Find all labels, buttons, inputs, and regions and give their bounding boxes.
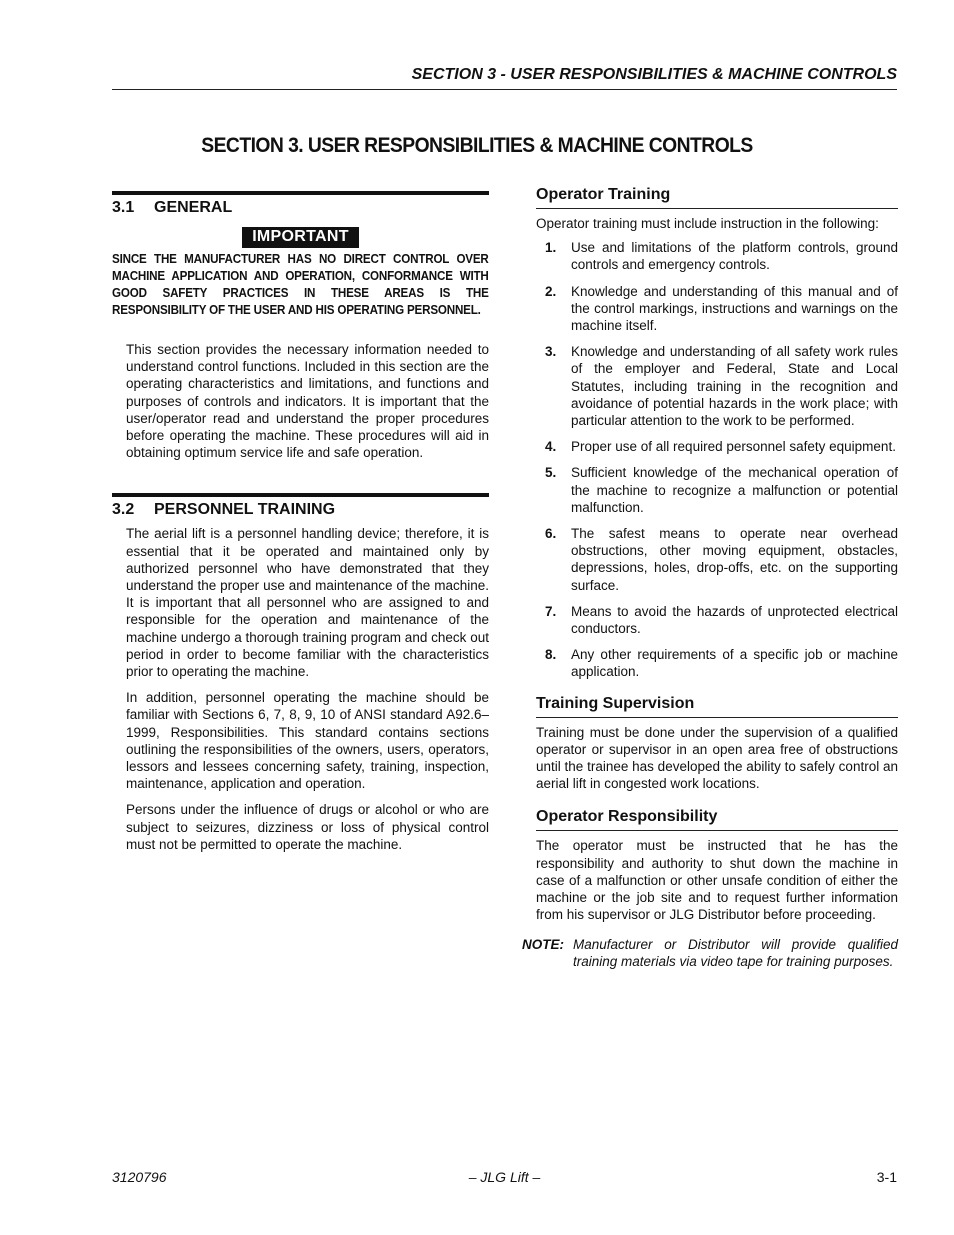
item-text: Means to avoid the hazards of unprotected electrical conductors.: [571, 603, 898, 637]
list-item: [536, 525, 898, 594]
list-item: [536, 603, 898, 637]
note: [522, 936, 898, 971]
operator-training-list: [536, 239, 898, 680]
item-number: 4.: [545, 439, 557, 455]
item-text: Knowledge and understanding of all safety work rules of the employer and Federal, State and Local Statutes, including training in the recognition and avoidance of potential hazards in the work place; with particular attention to the work to be performed.: [571, 344, 898, 429]
personnel-paragraph-1: The aerial lift is a personnel handling device; therefore, it is essential that it be operated and maintained only by authorized personnel who have demonstrated that they understand the proper use and maintenance of the machine. It is important that all personnel who are assigned to and responsible for the operation and maintenance of the machine undergo a thorough training program and check out period in order to become familiar with the characteristics prior to operating the machine.: [126, 526, 489, 680]
right-column: [522, 186, 898, 971]
item-number: 6.: [545, 526, 557, 542]
item-text: Sufficient knowledge of the mechanical operation of the machine to recognize a malfunction or potential malfunction.: [571, 465, 898, 515]
important-wrapper: [112, 227, 489, 248]
operator-training-heading: Operator Training: [536, 186, 898, 209]
item-text: Knowledge and understanding of this manual and of the control markings, instructions and warnings on the machine itself.: [571, 283, 898, 334]
list-item: [536, 239, 898, 273]
training-supervision-body: Training must be done under the supervision of a qualified operator or supervisor in an open area free of obstructions until the trainee has developed the ability to safely control an aerial lift in congested work locations.: [536, 724, 898, 792]
important-text: SINCE THE MANUFACTURER HAS NO DIRECT CONTROL OVER MACHINE APPLICATION AND OPERATION, CONFORMANCE WITH GOOD SAFETY PRACTICES IN THESE AREAS IS THE RESPONSIBILITY OF THE USER AND HIS OPERATING PERSONNEL.: [112, 252, 489, 317]
personnel-paragraph-3: Persons under the influence of drugs or alcohol or who are subject to seizures, dizziness or loss of physical control must not be permitted to operate the machine.: [126, 802, 489, 852]
list-item: [536, 464, 898, 516]
left-column: [112, 191, 489, 853]
item-number: 3.: [545, 344, 557, 360]
page-number: 3-1: [876, 1169, 897, 1185]
item-text: Proper use of all required personnel safety equipment.: [571, 439, 896, 455]
doc-number: 3120796: [112, 1169, 167, 1185]
item-number: 2.: [545, 283, 557, 299]
operator-responsibility-heading: Operator Responsibility: [536, 808, 898, 831]
list-item: [536, 343, 898, 429]
operator-responsibility-body: The operator must be instructed that he has the responsibility and authority to shut down the machine in case of a malfunction or other unsafe condition of either the machine or the job site and to request further information from his supervisor or JLG Distributor before proceeding.: [536, 838, 898, 923]
item-text: The safest means to operate near overhead obstructions, other moving equipment, obstacles, depressions, holes, drop-offs, etc. on the supporting surface.: [571, 526, 898, 593]
list-item: [536, 438, 898, 455]
note-text: Manufacturer or Distributor will provide qualified training materials via video tape for training purposes.: [573, 936, 898, 970]
footer-center: – JLG Lift –: [468, 1169, 541, 1185]
section-title: SECTION 3. USER RESPONSIBILITIES & MACHINE CONTROLS: [201, 134, 753, 157]
general-number: 3.1: [112, 199, 135, 216]
general-body: This section provides the necessary information needed to understand control functions. Included in this section are the operating characteristics and limitations, and functions and purposes of controls and indicators. It is important that the user/operator read and understand the proper procedures before operating the machine. These procedures will aid in obtaining optimum service life and safe operation.: [126, 342, 489, 461]
list-item: [536, 283, 898, 335]
item-text: Use and limitations of the platform controls, ground controls and emergency controls.: [571, 240, 898, 273]
personnel-paragraph-2: In addition, personnel operating the machine should be familiar with Sections 6, 7, 8, 9, 10 of ANSI standard A92.6–1999, Responsibilities. This standard contains sections outlining the responsibilities of the owners, users, operators, lessors and lessees concerning safety, training, inspection, maintenance, application and operation.: [126, 690, 489, 792]
personnel-title: PERSONNEL TRAINING: [154, 501, 336, 519]
running-header: SECTION 3 - USER RESPONSIBILITIES & MACHINE CONTROLS: [112, 66, 897, 90]
operator-training-intro: Operator training must include instruction in the following:: [536, 216, 879, 231]
list-item: [536, 646, 898, 680]
item-text: Any other requirements of a specific job or machine application.: [571, 647, 898, 680]
personnel-number: 3.2: [112, 501, 135, 519]
important-badge: IMPORTANT: [242, 227, 359, 248]
personnel-heading: [112, 493, 489, 519]
item-number: 8.: [545, 647, 557, 663]
item-number: 7.: [545, 603, 557, 619]
training-supervision-heading: Training Supervision: [536, 695, 898, 718]
general-title: GENERAL: [154, 199, 233, 216]
general-heading: [112, 191, 489, 217]
item-number: 1.: [545, 240, 557, 256]
item-number: 5.: [545, 465, 557, 481]
note-label: NOTE:: [522, 936, 564, 952]
